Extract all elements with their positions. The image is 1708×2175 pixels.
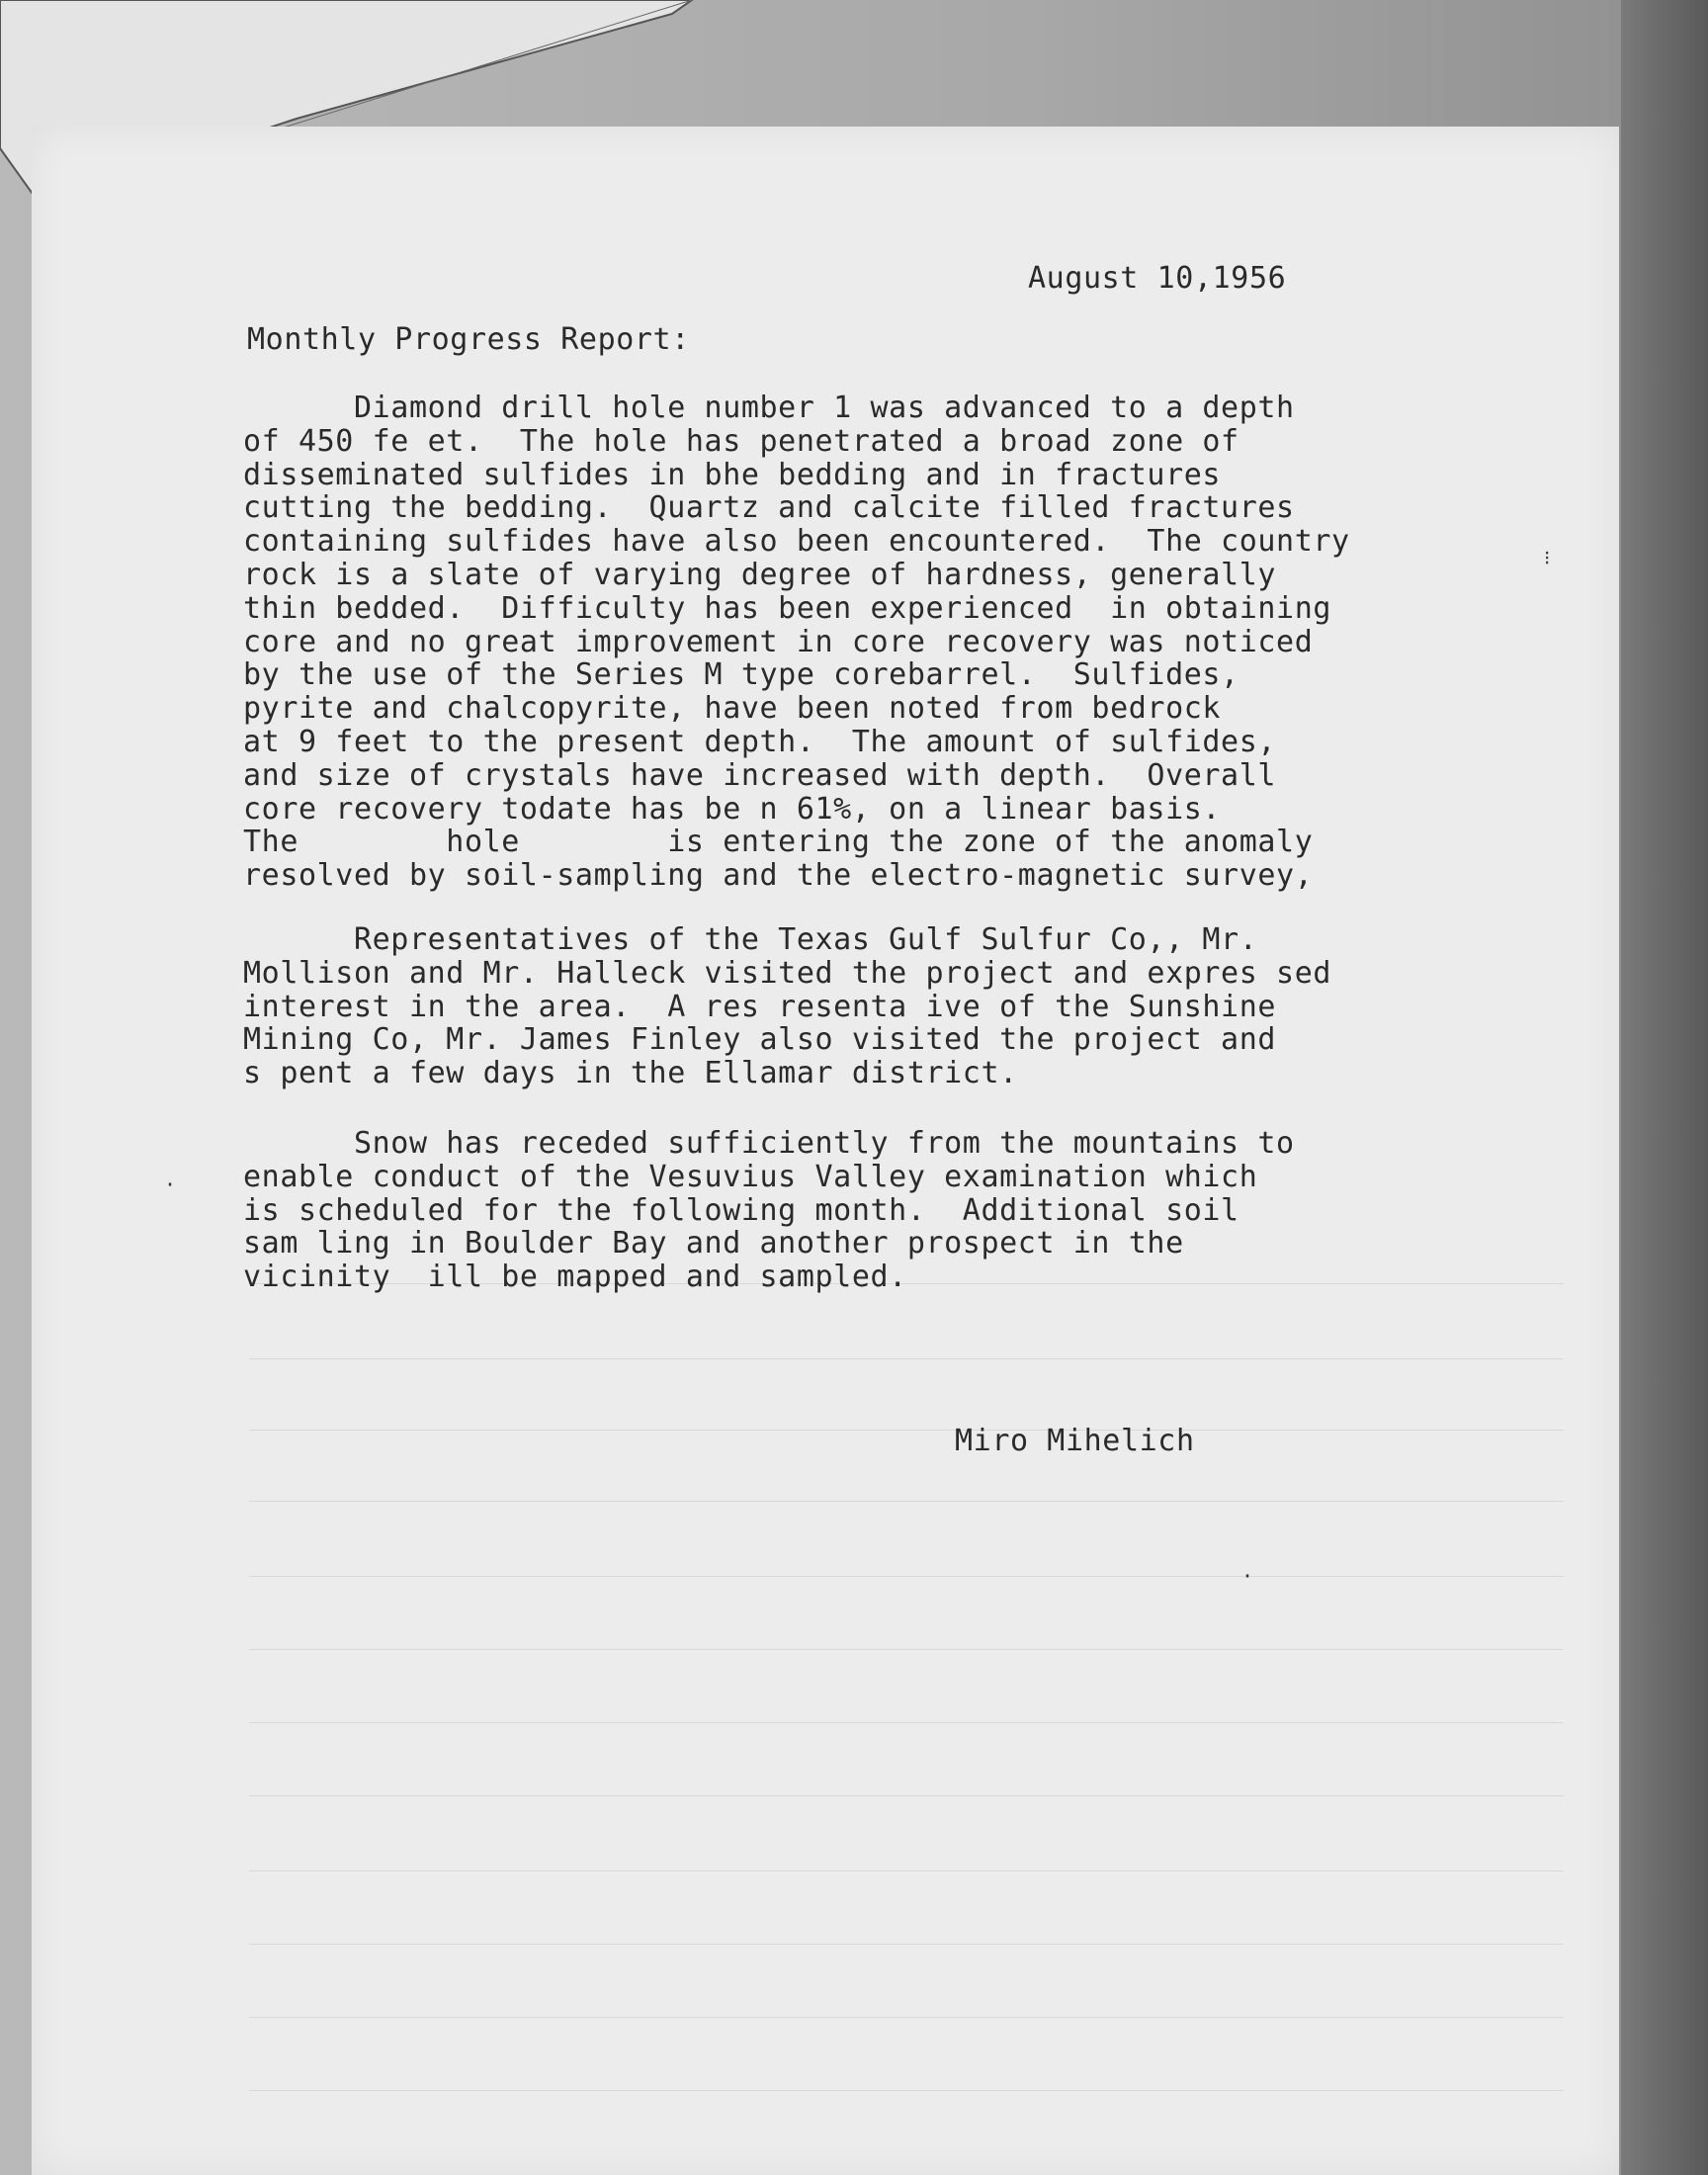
paragraph-drilling-progress: Diamond drill hole number 1 was advanced to a depth of 450 fe et. The hole has penetrated a broad zone of disseminated sulfides in bhe bedding and in fractures cutting the bedding. Quartz and calcite filled fractures containing sulfides have also been encountered. The country rock is a slate of varying degree of hardness, generally thin bedded. Difficulty has been experienced in obtaining core and no great improvement in core recovery was noticed by the use of the Series M type corebarrel. Sulfides, pyrite and chalcopyrite, have been noted from bedrock at 9 feet to the present depth. The amount of sulfides, and size of crystals have increased with depth. Overall core recovery todate has be n 61%, on a linear basis. The hole is entering the zone of the anomaly resolved by soil-sampling and the electro-magnetic survey, <box>243 391 1350 894</box>
margin-dot-mark: · <box>164 1173 177 1196</box>
document-date: August 10,1956 <box>1028 261 1287 296</box>
document-heading: Monthly Progress Report: <box>247 322 690 357</box>
paragraph-visitors: Representatives of the Texas Gulf Sulfur Co,, Mr. Mollison and Mr. Halleck visited the project and expres sed interest in the area. A res resenta ive of the Sunshine Mining Co, Mr. James Finley also visited the project and s pent a few days in the Ellamar district. <box>243 922 1332 1091</box>
paragraph-upcoming-work: Snow has receded sufficiently from the mountains to enable conduct of the Vesuvius Valley examination which is scheduled for the following month. Additional soil sam ling in Boulder Bay and another prospect in the vicinity ill be mapped and sampled. <box>243 1126 1295 1295</box>
margin-dot-mark: · <box>1241 1564 1254 1588</box>
margin-dot-mark: ⁝ <box>1544 546 1551 569</box>
document-signature: Miro Mihelich <box>955 1424 1195 1458</box>
